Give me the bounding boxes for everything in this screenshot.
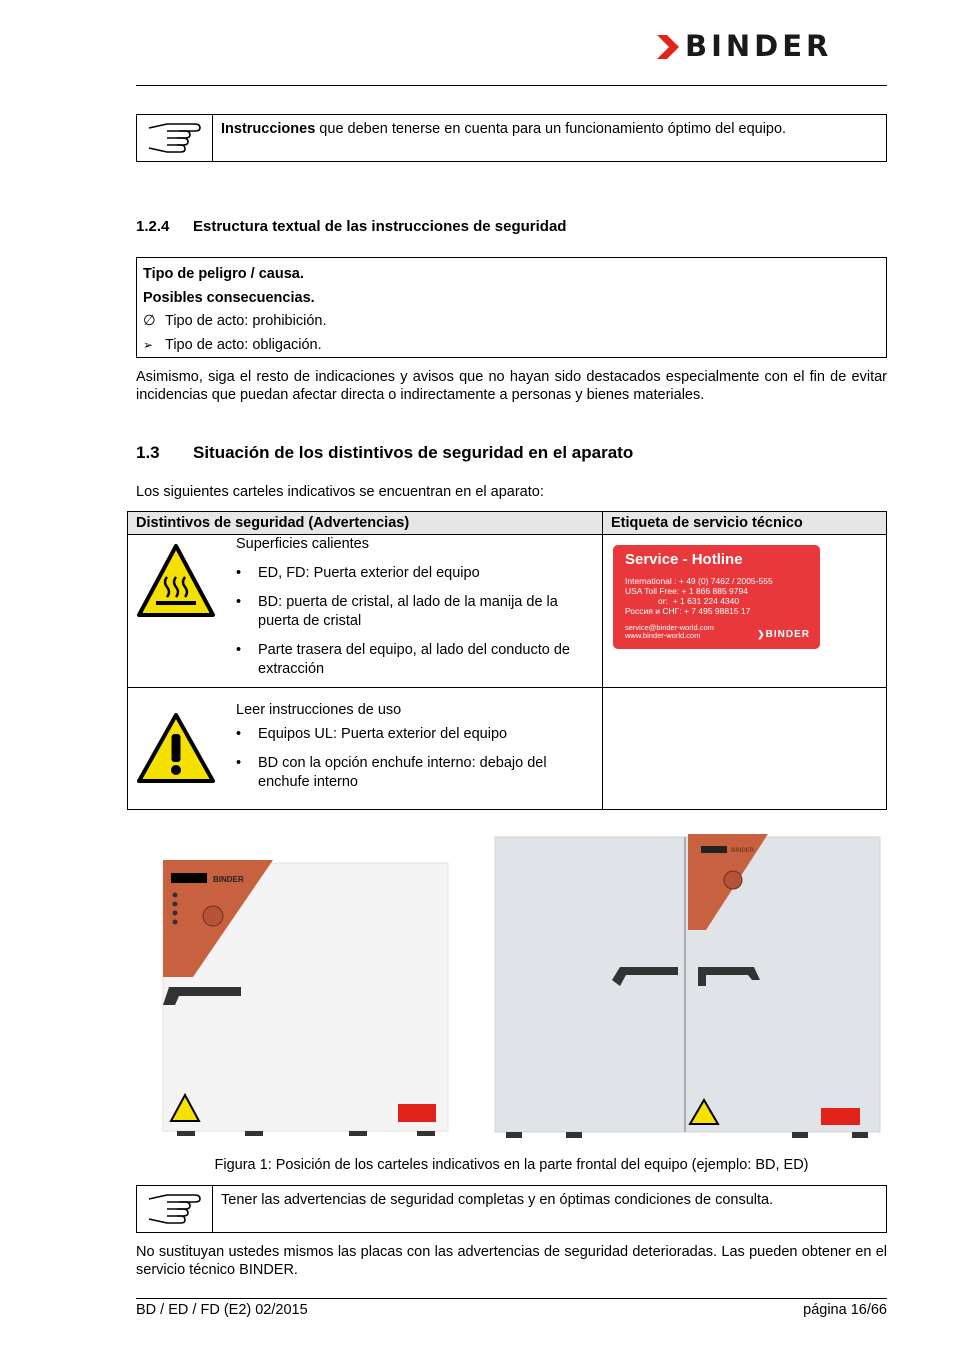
read-instructions-cell (128, 688, 603, 810)
section-13-heading (136, 443, 634, 463)
hotline-web: www.binder-world.com (625, 631, 701, 640)
paragraph-indications: Asimismo, siga el resto de indicaciones y avisos que no hayan sido destacados especialmente con el fin de evitar incidencias que puedan afectar directa o indirectamente a personas y bienes materiales. (136, 369, 887, 403)
device-figure-left (155, 855, 455, 1140)
binder-logo-mark-icon (655, 32, 681, 62)
hotline-title: Service - Hotline (625, 551, 743, 568)
panel-brand: BINDER (731, 848, 755, 854)
hot-surfaces-cell (128, 535, 603, 688)
panel-brand: BINDER (213, 875, 244, 884)
header-rule (136, 85, 887, 86)
hotline-line: International : + 49 (0) 7462 / 2005-555 (625, 576, 773, 586)
table-header-warnings: Distintivos de seguridad (Advertencias) (128, 512, 603, 535)
service-sticker-icon (821, 1108, 860, 1125)
hot-surface-warning-icon (136, 543, 216, 618)
device-figure-right (492, 832, 884, 1142)
footer-rule (136, 1298, 887, 1299)
empty-cell (603, 688, 887, 810)
table-row (128, 535, 887, 688)
service-label-cell (603, 535, 887, 688)
service-hotline-label (613, 545, 820, 649)
section-title: Situación de los distintivos de seguridad en el aparato (193, 443, 634, 462)
safety-structure-box (136, 257, 887, 358)
prohibition-symbol: ∅ (143, 313, 156, 329)
footer-doc-id: BD / ED / FD (E2) 02/2015 (136, 1302, 308, 1318)
note-bold: Instrucciones (221, 121, 316, 137)
list-item: • Parte trasera del equipo, al lado del conducto de extracción (236, 641, 602, 679)
safety-signs-table (127, 511, 887, 810)
pointing-hand-icon (137, 1186, 213, 1232)
hotline-line: Россия и СНГ: + 7 495 98815 17 (625, 606, 751, 616)
sign-title: Superficies calientes (236, 536, 369, 552)
exclamation-warning-icon (136, 712, 216, 784)
prohibition-item: Tipo de acto: prohibición. (165, 313, 327, 329)
paragraph-signs-intro: Los siguientes carteles indicativos se encuentran en el aparato: (136, 484, 544, 500)
hazard-type: Tipo de peligro / causa. (143, 266, 304, 282)
list-item: • ED, FD: Puerta exterior del equipo (236, 564, 602, 583)
table-header-service: Etiqueta de servicio técnico (603, 512, 887, 535)
hotline-line: USA Toll Free: + 1 866 885 9794 (625, 586, 748, 596)
footer-page-number: página 16/66 (803, 1302, 887, 1318)
hotline-email: service@binder-world.com (625, 623, 714, 632)
safety-note (136, 1185, 887, 1233)
list-item: • BD con la opción enchufe interno: debajo del enchufe interno (236, 754, 602, 792)
brand-name: BINDER (685, 29, 833, 63)
section-title: Estructura textual de las instrucciones de seguridad (193, 218, 567, 235)
section-number: 1.3 (136, 443, 160, 462)
hotline-brand: ❯BINDER (757, 629, 810, 640)
obligation-item: Tipo de acto: obligación. (165, 336, 322, 353)
service-sticker-icon (398, 1104, 436, 1122)
consequences: Posibles consecuencias. (143, 289, 315, 306)
sign-title: Leer instrucciones de uso (236, 702, 402, 718)
section-number: 1.2.4 (136, 218, 170, 235)
table-row (128, 688, 887, 810)
hotline-line: or: + 1 631 224 4340 (625, 596, 740, 606)
note-text: Tener las advertencias de seguridad completas y en óptimas condiciones de consulta. (221, 1192, 774, 1208)
section-124-heading (136, 218, 567, 235)
list-item: • Equipos UL: Puerta exterior del equipo (236, 725, 602, 744)
figure-caption: Figura 1: Posición de los carteles indicativos en la parte frontal del equipo (ejemplo: BD, ED) (214, 1157, 809, 1173)
list-item: • BD: puerta de cristal, al lado de la manija de la puerta de cristal (236, 593, 602, 631)
paragraph-replacement: No sustituyan ustedes mismos las placas con las advertencias de seguridad deterioradas. Las pueden obtener en el servicio técnico BINDER. (136, 1244, 887, 1278)
binder-logo (655, 29, 887, 63)
instructions-note (136, 114, 887, 162)
obligation-symbol: ➢ (143, 337, 154, 352)
pointing-hand-icon (137, 115, 213, 161)
note-text: que deben tenerse en cuenta para un funcionamiento óptimo del equipo. (315, 121, 787, 137)
